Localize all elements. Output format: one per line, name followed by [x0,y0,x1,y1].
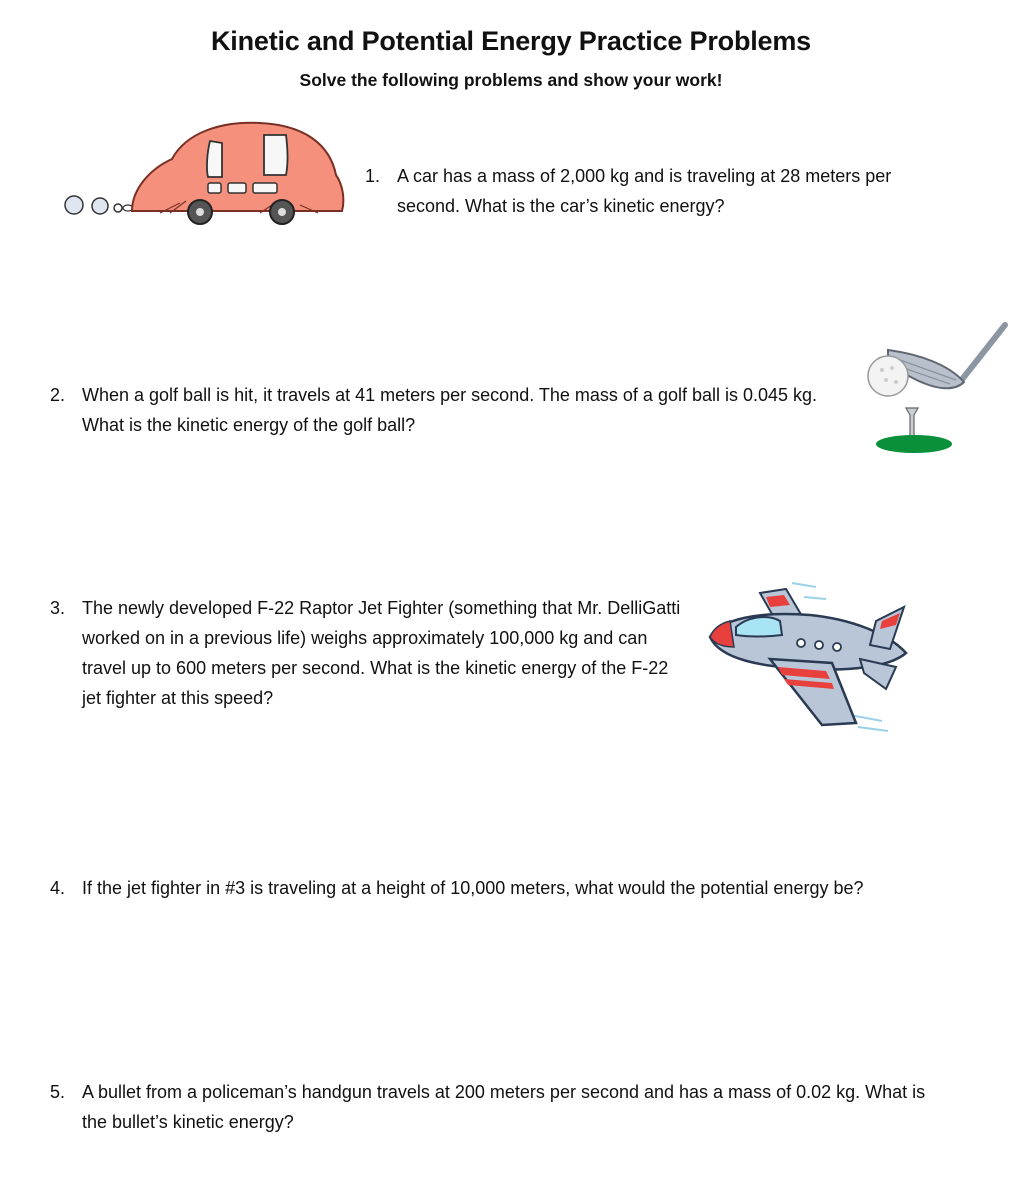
golf-club-icon [860,320,1012,460]
problem-text: A car has a mass of 2,000 kg and is traveling at 28 meters per second. What is the car’s kinetic energy? [397,166,892,216]
problem-number: 3. [50,598,66,618]
problem-number: 5. [50,1082,66,1102]
car-icon [60,115,350,235]
page-subtitle: Solve the following problems and show your work! [299,70,723,90]
problem-number: 1. [365,166,381,186]
problem-text: A bullet from a policeman’s handgun travels at 200 meters per second and has a mass of 0.02 kg. What is the bullet’s kinetic energy? [82,1082,926,1132]
jet-plane-icon [700,575,915,740]
problem-text: The newly developed F-22 Raptor Jet Fighter (something that Mr. DelliGatti worked on in a previous life) weighs approximately 100,000 kg and can travel up to 600 meters per second. What is the kinetic energy of the F-22 jet fighter at this speed? [82,598,681,708]
problem-text: When a golf ball is hit, it travels at 41 meters per second. The mass of a golf ball is 0.045 kg. What is the kinetic energy of the golf ball? [82,385,818,435]
problem-number: 2. [50,385,66,405]
problem-text: If the jet fighter in #3 is traveling at a height of 10,000 meters, what would the potential energy be? [82,878,864,898]
problem-number: 4. [50,878,66,898]
page-title: Kinetic and Potential Energy Practice Problems [211,26,811,56]
